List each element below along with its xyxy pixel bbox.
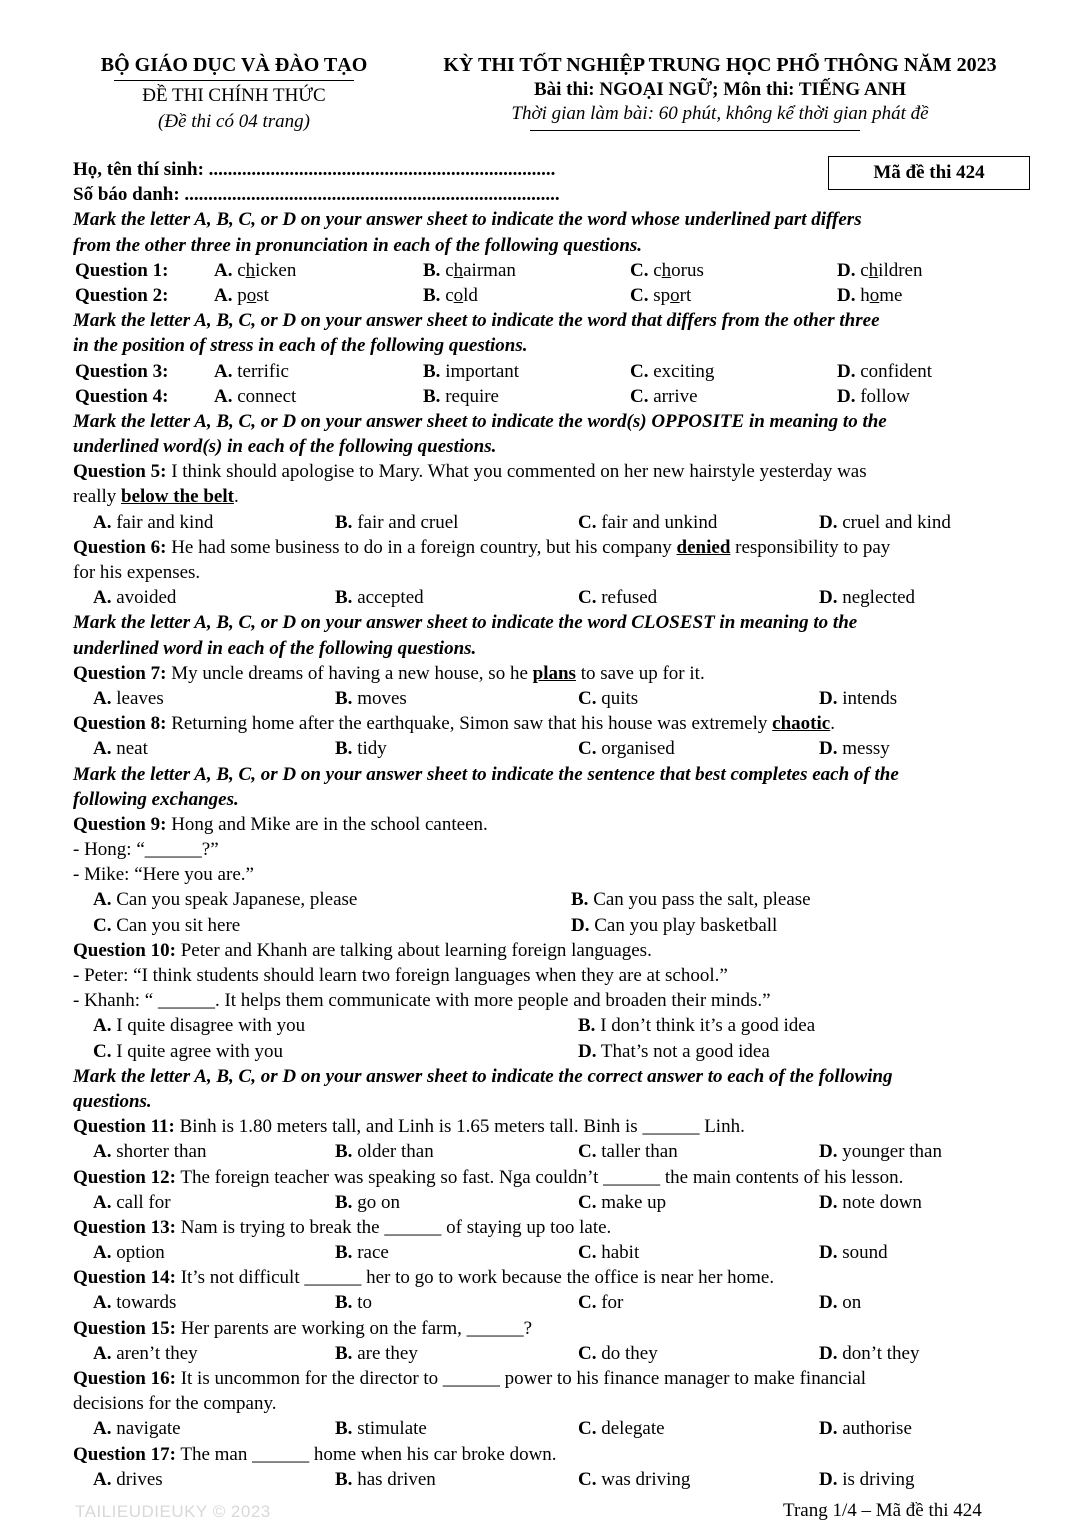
option-d: D. That’s not a good idea	[578, 1040, 770, 1062]
question-17-options	[73, 1467, 1033, 1492]
question-7: Question 7: My uncle dreams of having a new house, so he plans to save up for it.	[73, 662, 705, 684]
option-a: A. chicken	[214, 259, 297, 281]
dialogue-line: - Peter: “I think students should learn two foreign languages when they are at school.”	[73, 965, 728, 986]
instruction-pronunciation: Mark the letter A, B, C, or D on your answer sheet to indicate the word whose underlined part differs	[73, 209, 862, 231]
option-c: C. fair and unkind	[578, 511, 718, 533]
question-8-options	[73, 736, 1033, 761]
question-5-cont: really below the belt.	[73, 486, 239, 508]
dialogue-line: - Hong: “______?”	[73, 839, 219, 861]
option-c: C. delegate	[578, 1418, 665, 1440]
question-15-options	[73, 1341, 1033, 1366]
option-c: C. refused	[578, 587, 658, 609]
option-c: C. arrive	[630, 385, 698, 407]
question-17: Question 17: The man ______ home when his car broke down.	[73, 1443, 557, 1465]
option-a: A. shorter than	[93, 1141, 207, 1163]
instruction-correct: Mark the letter A, B, C, or D on your answer sheet to indicate the correct answer to each of the following	[73, 1065, 893, 1087]
option-b: B. fair and cruel	[335, 511, 459, 533]
page-count-note: (Đề thi có 04 trang)	[158, 111, 310, 132]
option-c: C. exciting	[630, 360, 715, 382]
question-label: Question 4:	[75, 385, 169, 407]
ministry-name: BỘ GIÁO DỤC VÀ ĐÀO TẠO	[100, 54, 368, 76]
option-a: A. leaves	[93, 687, 164, 709]
option-a: A. towards	[93, 1292, 177, 1314]
instruction-pronunciation: from the other three in pronunciation in each of the following questions.	[73, 234, 643, 256]
option-d: D. sound	[819, 1242, 888, 1264]
question-12-options	[73, 1190, 1033, 1215]
option-b: B. race	[335, 1242, 389, 1264]
option-c: C. make up	[578, 1191, 667, 1213]
option-a: A. call for	[93, 1191, 171, 1213]
option-a: A. avoided	[93, 587, 177, 609]
option-d: D. home	[837, 284, 903, 306]
candidate-id-field: Số báo danh: ...............................................................................	[73, 184, 560, 206]
page-number: Trang 1/4 – Mã đề thi 424	[783, 1500, 982, 1521]
question-5-options	[73, 510, 1033, 535]
question-6-options	[73, 585, 1033, 610]
option-d: D. intends	[819, 687, 898, 709]
exam-title: KỲ THI TỐT NGHIỆP TRUNG HỌC PHỔ THÔNG NĂM 2023	[443, 54, 997, 76]
question-9-options	[73, 887, 1033, 912]
option-b: B. older than	[335, 1141, 434, 1163]
question-11: Question 11: Binh is 1.80 meters tall, and Linh is 1.65 meters tall. Binh is ______ Linh.	[73, 1116, 745, 1138]
question-15: Question 15: Her parents are working on the farm, ______?	[73, 1317, 533, 1339]
exam-body	[73, 157, 1033, 1492]
instruction-correct: questions.	[73, 1090, 152, 1112]
question-label: Question 2:	[75, 284, 169, 306]
question-9-options	[73, 913, 1033, 938]
option-d: D. neglected	[819, 587, 916, 609]
option-c: C. organised	[578, 738, 675, 760]
instruction-exchanges: following exchanges.	[73, 788, 239, 810]
question-14-options	[73, 1290, 1033, 1315]
question-13-options	[73, 1240, 1033, 1265]
instruction-stress: Mark the letter A, B, C, or D on your answer sheet to indicate the word that differs from the other three	[73, 310, 880, 332]
subject-line: Bài thi: NGOẠI NGỮ; Môn thi: TIẾNG ANH	[533, 79, 907, 100]
option-c: C. do they	[578, 1342, 658, 1364]
option-a: A. neat	[93, 738, 148, 760]
option-d: D. follow	[837, 385, 910, 407]
option-b: B. has driven	[335, 1468, 436, 1490]
option-c: C. quits	[578, 687, 639, 709]
option-d: D. don’t they	[819, 1342, 920, 1364]
option-d: D. Can you play basketball	[571, 914, 778, 936]
option-d: D. confident	[837, 360, 932, 382]
option-a: A. I quite disagree with you	[93, 1015, 306, 1037]
question-10-options	[73, 1013, 1033, 1038]
option-c: C. for	[578, 1292, 624, 1314]
option-b: B. accepted	[335, 587, 424, 609]
option-a: A. aren’t they	[93, 1342, 198, 1364]
watermark: TAILIEUDIEUKY © 2023	[75, 1502, 271, 1521]
option-c: C. was driving	[578, 1468, 691, 1490]
option-c: C. I quite agree with you	[93, 1040, 283, 1062]
option-d: D. cruel and kind	[819, 511, 951, 533]
instruction-exchanges: Mark the letter A, B, C, or D on your answer sheet to indicate the sentence that best completes each of the	[73, 763, 899, 785]
question-6-cont: for his expenses.	[73, 562, 201, 583]
instruction-closest: underlined word in each of the following questions.	[73, 637, 477, 659]
option-c: C. habit	[578, 1242, 640, 1264]
question-label: Question 1:	[75, 259, 169, 281]
option-b: B. go on	[335, 1191, 400, 1213]
option-d: D. messy	[819, 738, 890, 760]
option-a: A. connect	[214, 385, 297, 407]
question-1	[73, 258, 1033, 283]
option-d: D. authorise	[819, 1418, 912, 1440]
option-b: B. important	[423, 360, 520, 382]
option-a: A. fair and kind	[93, 511, 214, 533]
option-b: B. tidy	[335, 738, 387, 760]
option-b: B. stimulate	[335, 1418, 427, 1440]
official-exam-label: ĐỀ THI CHÍNH THỨC	[142, 85, 326, 106]
option-d: D. is driving	[819, 1468, 915, 1490]
question-12: Question 12: The foreign teacher was speaking so fast. Nga couldn’t ______ the main contents of his lesson.	[73, 1166, 904, 1188]
option-b: B. cold	[423, 284, 478, 306]
option-b: B. Can you pass the salt, please	[571, 889, 811, 911]
header-right	[400, 52, 1040, 131]
exam-code-box: Mã đề thi 424	[828, 156, 1030, 190]
option-b: B. to	[335, 1292, 372, 1314]
instruction-closest: Mark the letter A, B, C, or D on your answer sheet to indicate the word CLOSEST in meaning to the	[73, 612, 858, 634]
question-9: Question 9: Hong and Mike are in the school canteen.	[73, 813, 488, 835]
option-b: B. chairman	[423, 259, 516, 281]
instruction-opposite: Mark the letter A, B, C, or D on your answer sheet to indicate the word(s) OPPOSITE in meaning to the	[73, 410, 887, 432]
option-c: C. sport	[630, 284, 692, 306]
question-7-options	[73, 686, 1033, 711]
option-c: C. taller than	[578, 1141, 678, 1163]
question-10-options	[73, 1039, 1033, 1064]
option-b: B. I don’t think it’s a good idea	[578, 1015, 816, 1037]
dialogue-line: - Mike: “Here you are.”	[73, 864, 254, 886]
question-14: Question 14: It’s not difficult ______ her to go to work because the office is near her home.	[73, 1267, 775, 1289]
option-b: B. moves	[335, 687, 407, 709]
question-10: Question 10: Peter and Khanh are talking about learning foreign languages.	[73, 939, 652, 961]
question-16-cont: decisions for the company.	[73, 1393, 277, 1415]
header-divider	[530, 130, 860, 131]
option-b: B. require	[423, 385, 499, 407]
header-left	[84, 52, 384, 135]
instruction-stress: in the position of stress in each of the following questions.	[73, 335, 528, 357]
question-11-options	[73, 1139, 1033, 1164]
option-a: A. navigate	[93, 1418, 181, 1440]
option-c: C. Can you sit here	[93, 914, 241, 936]
option-a: A. option	[93, 1242, 165, 1264]
question-label: Question 3:	[75, 360, 169, 382]
option-d: D. on	[819, 1292, 862, 1314]
option-d: D. children	[837, 259, 923, 281]
option-d: D. younger than	[819, 1141, 942, 1163]
question-13: Question 13: Nam is trying to break the ______ of staying up too late.	[73, 1216, 612, 1238]
question-16: Question 16: It is uncommon for the director to ______ power to his finance manager to make financial	[73, 1368, 867, 1389]
question-3	[73, 359, 1033, 384]
option-d: D. note down	[819, 1191, 922, 1213]
question-6: Question 6: He had some business to do in a foreign country, but his company denied responsibility to pay	[73, 536, 891, 558]
time-line: Thời gian làm bài: 60 phút, không kể thời gian phát đề	[511, 103, 929, 124]
question-16-options	[73, 1416, 1033, 1441]
option-a: A. post	[214, 284, 269, 306]
dialogue-line: - Khanh: “ ______. It helps them communicate with more people and broaden their minds.”	[73, 990, 771, 1012]
candidate-name-field: Họ, tên thí sinh: .........................................................................	[73, 159, 556, 180]
question-8: Question 8: Returning home after the earthquake, Simon saw that his house was extremely chaotic.	[73, 713, 835, 735]
question-4	[73, 384, 1033, 409]
question-5: Question 5: I think should apologise to Mary. What you commented on her new hairstyle yesterday was	[73, 461, 867, 483]
option-a: A. Can you speak Japanese, please	[93, 889, 358, 911]
instruction-opposite: underlined word(s) in each of the following questions.	[73, 436, 497, 458]
option-b: B. are they	[335, 1342, 418, 1364]
option-c: C. chorus	[630, 259, 704, 281]
question-2	[73, 283, 1033, 308]
header-divider	[114, 80, 354, 81]
option-a: A. terrific	[214, 360, 289, 382]
option-a: A. drives	[93, 1468, 163, 1490]
